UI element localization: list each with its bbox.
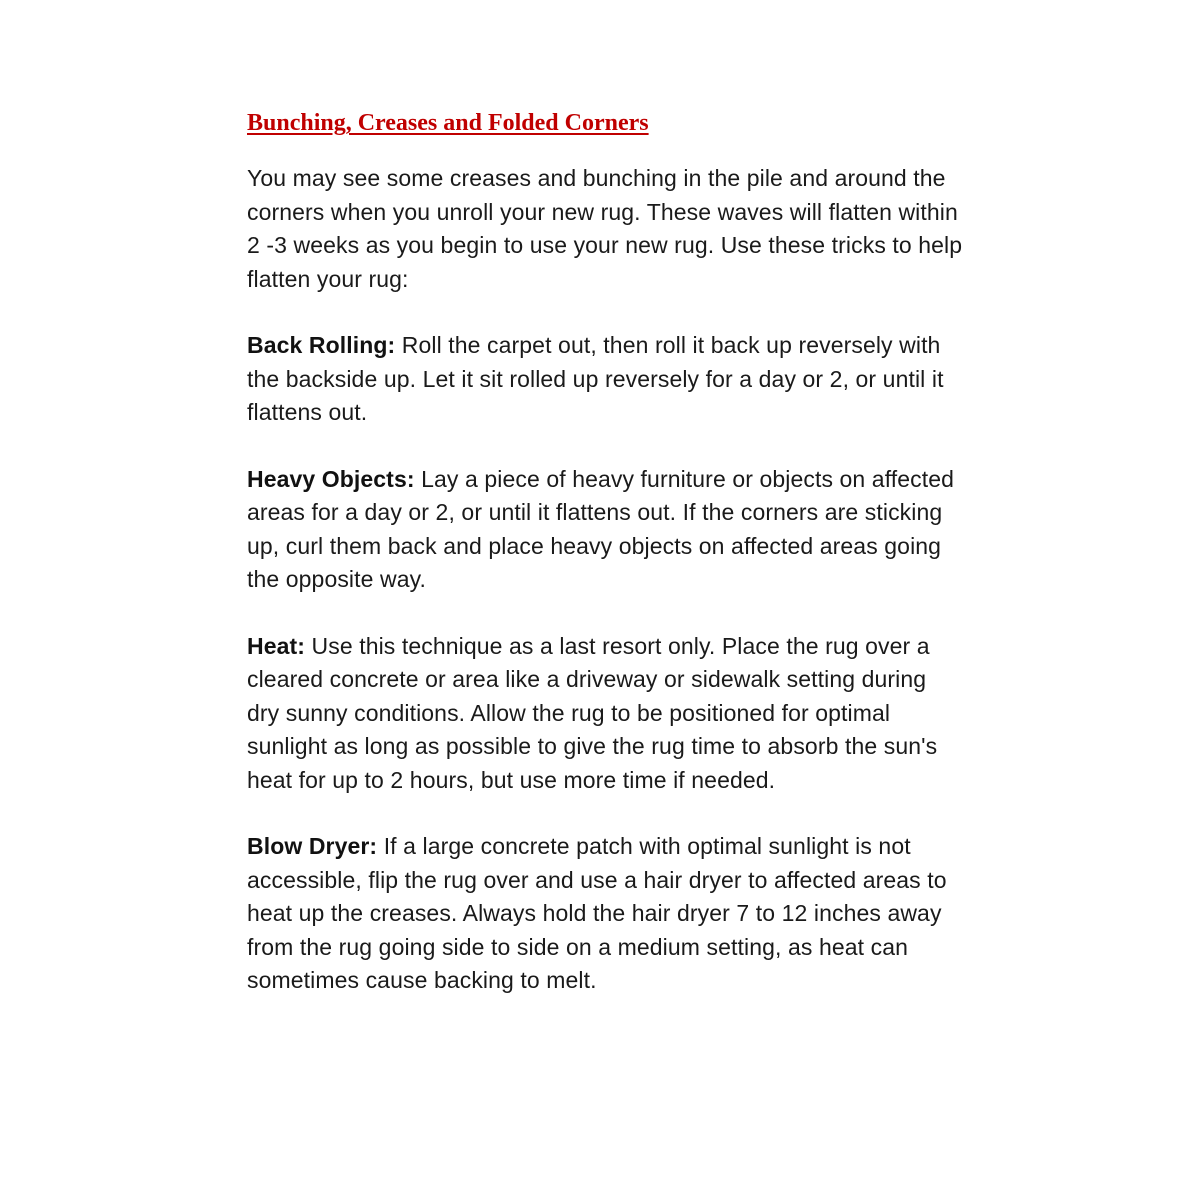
section-blow-dryer-text: If a large concrete patch with optimal sunlight is not accessible, flip the rug over and use a hair dryer to affected areas to heat up the creases. Always hold the hair dryer 7 to 12 inches away from the rug going side to side on a medium setting, as heat can sometimes cause backing to melt. bbox=[247, 833, 947, 993]
section-heat-label: Heat: bbox=[247, 632, 306, 659]
section-back-rolling-text: Roll the carpet out, then roll it back up reversely with the backside up. Let it sit rolled up reversely for a day or 2, or until it flattens out. bbox=[247, 332, 944, 425]
section-blow-dryer bbox=[247, 830, 963, 998]
section-back-rolling bbox=[247, 329, 963, 430]
document-content bbox=[247, 108, 963, 998]
section-heat bbox=[247, 630, 963, 798]
section-blow-dryer-label: Blow Dryer: bbox=[247, 833, 378, 859]
section-heavy-objects-label: Heavy Objects: bbox=[247, 465, 415, 492]
section-heavy-objects-text: Lay a piece of heavy furniture or objects on affected areas for a day or 2, or until it flattens out. If the corners are sticking up, curl them back and place heavy objects on affected areas going the opposite way. bbox=[247, 465, 955, 592]
section-heavy-objects bbox=[247, 463, 963, 597]
intro-paragraph: You may see some creases and bunching in the pile and around the corners when you unroll your new rug. These waves will flatten within 2 -3 weeks as you begin to use your new rug. Use these tricks to help flatten your rug: bbox=[247, 165, 963, 292]
document-heading: Bunching, Creases and Folded Corners bbox=[247, 110, 649, 136]
section-heat-text: Use this technique as a last resort only. Place the rug over a cleared concrete or area like a driveway or sidewalk setting during dry sunny conditions. Allow the rug to be positioned for optimal sunlight as long as possible to give the rug time to absorb the sun's heat for up to 2 hours, but use more time if needed. bbox=[247, 632, 938, 793]
section-back-rolling-label: Back Rolling: bbox=[247, 332, 396, 358]
